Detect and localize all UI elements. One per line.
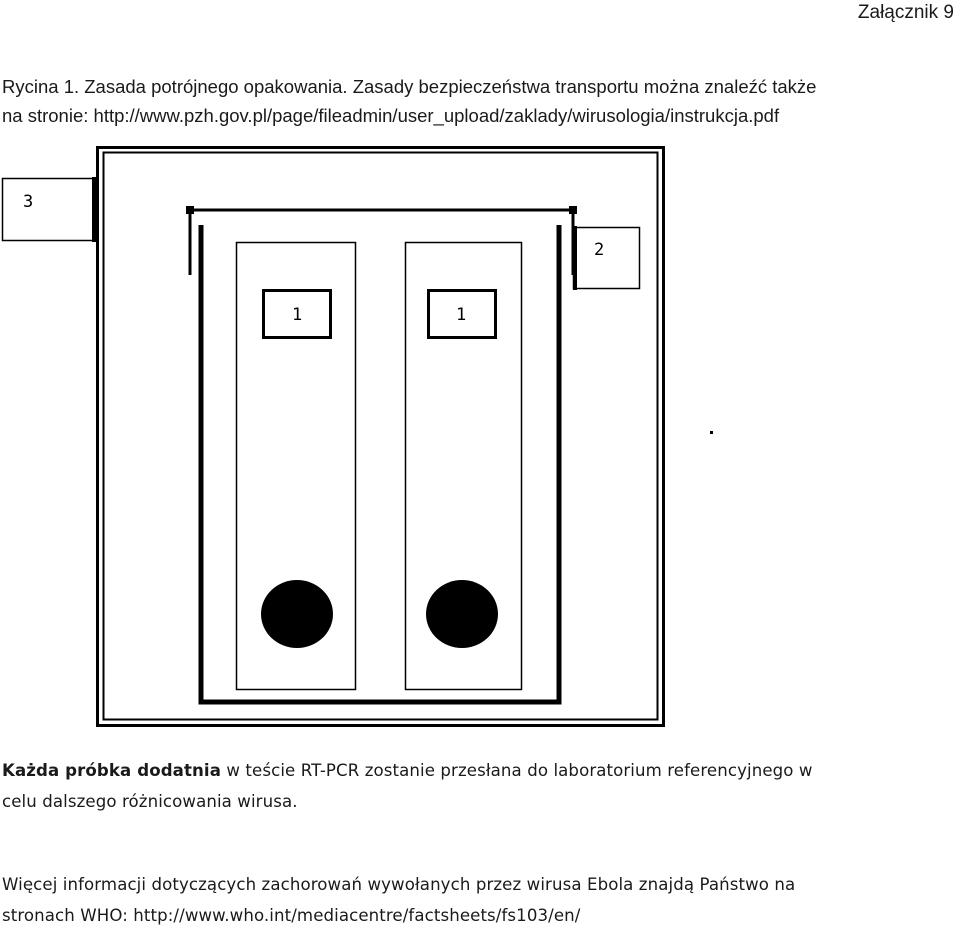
- label-outer: 3: [23, 192, 34, 212]
- paragraph1-bold-lead: Każda próbka dodatnia: [2, 761, 222, 780]
- secondary-packaging-container: [201, 225, 559, 702]
- paragraph-positive-samples: [2, 755, 960, 817]
- caption-line-2: na stronie: http://www.pzh.gov.pl/page/fileadmin/user_upload/zaklady/wirusologia/instrukcja.pdf: [2, 105, 780, 126]
- label-primary-right: 1: [456, 305, 467, 325]
- tag-outer-packaging: [3, 179, 96, 241]
- figure-caption: [2, 72, 958, 130]
- paragraph1-line1-rest: w teście RT-PCR zostanie przesłana do laboratorium referencyjnego w: [221, 761, 813, 780]
- paragraph1-line2: celu dalszego różnicowania wirusa.: [2, 792, 298, 811]
- annex-label: Załącznik 9: [857, 2, 954, 23]
- sample-left: [261, 580, 333, 648]
- lid-knob-right: [569, 206, 577, 214]
- lid-knob-left: [186, 206, 194, 214]
- paragraph2-line2: stronach WHO: http://www.who.int/mediacentre/factsheets/fs103/en/: [2, 906, 581, 925]
- sample-right: [426, 580, 498, 648]
- caption-line-1: Rycina 1. Zasada potrójnego opakowania. Zasady bezpieczeństwa transportu można znaleźć także: [2, 76, 817, 97]
- tag-secondary-packaging: [574, 228, 640, 289]
- triple-packaging-diagram: [0, 140, 960, 730]
- label-secondary: 2: [594, 240, 605, 260]
- stray-dot: [710, 431, 713, 434]
- label-primary-left: 1: [292, 305, 303, 325]
- paragraph-more-info: [2, 869, 960, 931]
- paragraph2-line1: Więcej informacji dotyczących zachorowań wywołanych przez wirusa Ebola znajdą Państwo na: [2, 875, 796, 894]
